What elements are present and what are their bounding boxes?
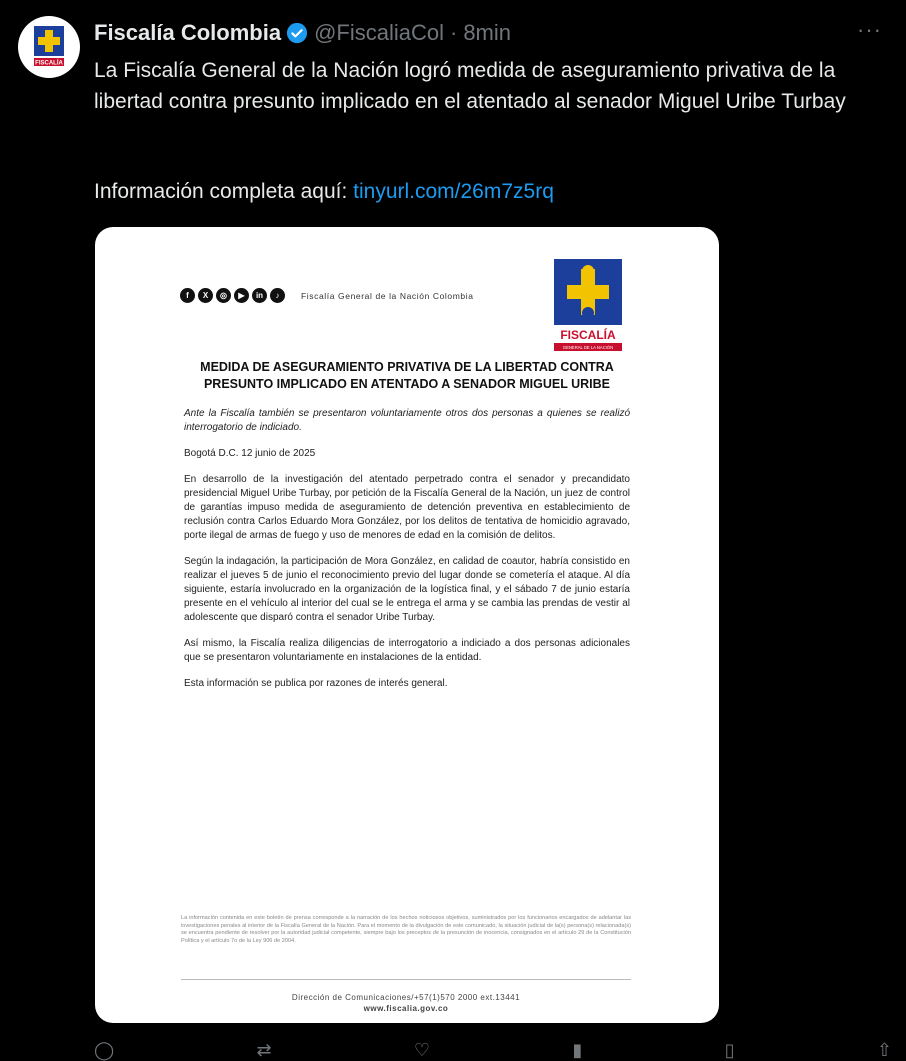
document-paragraph: Esta información se publica por razones de interés general.: [184, 678, 448, 689]
fiscalia-logo-icon: [18, 16, 80, 78]
tweet-body: La Fiscalía General de la Nación logró medida de aseguramiento privativa de la libertad contra presunto implicado en el atentado al senador Miguel Uribe Turbay: [94, 59, 846, 113]
instagram-icon: ◎: [216, 288, 231, 303]
bookmark-icon[interactable]: ▯: [724, 1039, 735, 1060]
document-paragraph: Así mismo, la Fiscalía realiza diligencias de interrogatorio a indiciado a dos personas adicionales que se presentaron voluntariamente en instalaciones de la entidad.: [184, 638, 630, 663]
like-icon[interactable]: ♡: [413, 1039, 431, 1060]
logo-subtext: GENERAL DE LA NACIÓN: [562, 345, 614, 350]
tiktok-icon: ♪: [270, 288, 285, 303]
linkedin-icon: in: [252, 288, 267, 303]
display-name[interactable]: Fiscalía Colombia: [94, 20, 282, 45]
document-title-line: MEDIDA DE ASEGURAMIENTO PRIVATIVA DE LA LIBERTAD CONTRA: [200, 360, 614, 374]
youtube-icon: ▶: [234, 288, 249, 303]
fiscalia-logo-icon: [554, 259, 622, 351]
info-line: [94, 176, 554, 207]
tweet-link[interactable]: tinyurl.com/26m7z5rq: [353, 180, 554, 203]
footer-website: www.fiscalia.gov.co: [363, 1004, 449, 1013]
facebook-icon: f: [180, 288, 195, 303]
info-label: Información completa aquí:: [94, 180, 354, 203]
footer-contact: Dirección de Comunicaciones/+57(1)570 2000 ext.13441: [291, 993, 521, 1002]
more-options-icon[interactable]: ···: [857, 17, 882, 42]
tweet-actions: [94, 1040, 892, 1060]
document-title: [155, 359, 659, 393]
document-body: [184, 407, 630, 703]
separator: ·: [449, 20, 458, 45]
timestamp[interactable]: 8min: [463, 20, 511, 45]
social-icons: [180, 288, 285, 303]
document-paragraph: Según la indagación, la participación de Mora González, en calidad de coautor, habría consistido en realizar el jueves 5 de junio el reconocimiento previo del lugar donde se cometería el ataque. Al día siguiente, estaría involucrado en la organización de la logística final, y el sábado 7 de junio estaría presente en el vehículo al interior del cual se le entrega el arma y se cambia las prendas de vestir al adolescente que disparó contra el senador Uribe Turbay.: [184, 556, 630, 623]
views-icon[interactable]: ▮: [572, 1039, 583, 1060]
divider: [181, 979, 631, 980]
verified-badge-icon: [286, 22, 308, 44]
handle[interactable]: @FiscaliaCol: [314, 20, 444, 45]
tweet-text: [94, 55, 894, 117]
attached-image[interactable]: [95, 227, 719, 1023]
avatar-logo-text: FISCALÍA: [35, 60, 63, 67]
reply-icon[interactable]: ◯: [94, 1039, 115, 1060]
document-disclaimer: La información contenida en este boletín de prensa corresponde a la narración de los hechos noticiosos objetivos, suministrados por los funcionarios encargados de adelantar las investigaciones penales al interior de la Fiscalía General de la Nación. Para el momento de la divulgación de este comunicado, la situación judicial de la(s) persona(s) relacionada(s) se encuentra pendiente de resolver por la autoridad judicial competente, siempre bajo los preceptos de la presunción de inocencia, consignados en el artículo 29 de la Constitución Política y el artículo 7o de la Ley 906 de 2004.: [181, 915, 631, 944]
document-dateline: Bogotá D.C. 12 junio de 2025: [184, 448, 316, 459]
retweet-icon[interactable]: ⇄: [256, 1039, 272, 1060]
document-subtitle: Ante la Fiscalía también se presentaron voluntariamente otros dos personas a quienes se realizó interrogatorio de indiciado.: [184, 408, 630, 433]
avatar[interactable]: [18, 16, 80, 78]
document-paragraph: En desarrollo de la investigación del atentado perpetrado contra el senador y precandidato presidencial Miguel Uribe Turbay, por petición de la Fiscalía General de la Nación, un juez de control de garantías impuso medida de aseguramiento de detención preventiva en establecimiento de reclusión contra Carlos Eduardo Mora González, por los delitos de tentativa de homicidio agravado, porte ilegal de armas de fuego y uso de menores de edad en la comisión de delitos.: [184, 474, 630, 541]
document-footer: [181, 992, 631, 1014]
tweet-header: [94, 17, 886, 49]
share-icon[interactable]: ⇧: [876, 1039, 892, 1060]
x-icon: X: [198, 288, 213, 303]
logo-text: FISCALÍA: [560, 328, 616, 342]
org-name: Fiscalía General de la Nación Colombia: [301, 291, 474, 301]
document-title-line: PRESUNTO IMPLICADO EN ATENTADO A SENADOR MIGUEL URIBE: [203, 377, 611, 391]
